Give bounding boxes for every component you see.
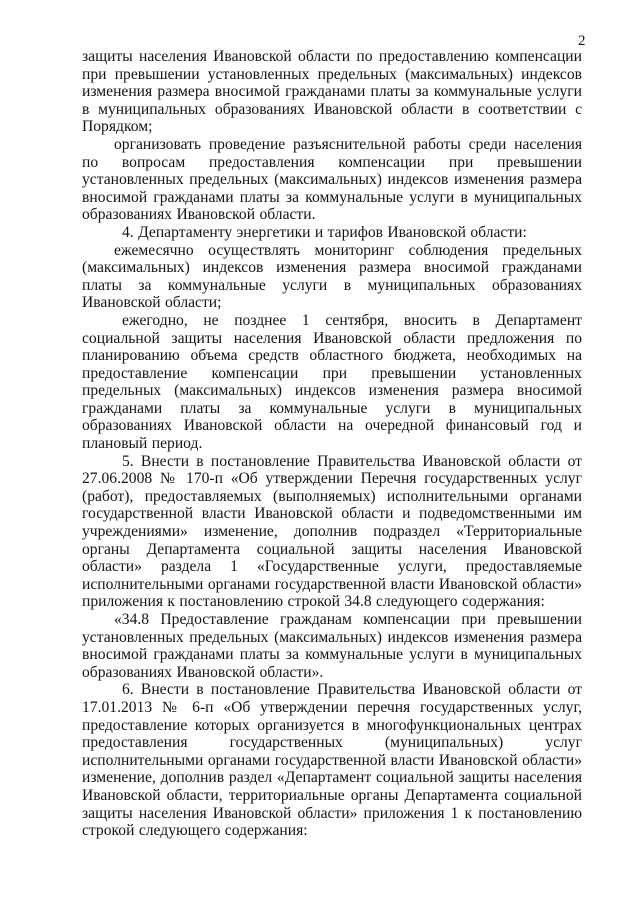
document-body [82,48,582,840]
paragraph-6: 5. Внести в постановление Правительства Ивановской области от 27.06.2008 № 170-п «Об утверждении Перечня государственных услуг (работ), предоставляемых (выполняемых) исполнительными органами государственной власти Ивановской области и подведомственными им учреждениями» изменение, дополнив подраздел «Территориальные органы Департамента социальной защиты населения Ивановской области» раздела 1 «Государственные услуги, предоставляемые исполнительными органами государственной власти Ивановской области» приложения к постановлению строкой 34.8 следующего содержания: [82,452,582,611]
paragraph-3: 4. Департаменту энергетики и тарифов Ивановской области: [122,223,527,241]
page-number: 2 [578,33,586,49]
paragraph-2: организовать проведение разъяснительной работы среди населения по вопросам предоставления компенсации при превышении установленных предельных (максимальных) индексов изменения размера вносимой гражданами платы за коммунальные услуги в муниципальных образованиях Ивановской области. [82,135,582,224]
paragraph-8: 6. Внести в постановление Правительства Ивановской области от 17.01.2013 № 6-п «Об утверждении перечня государственных услуг, предоставление которых организуется в многофункциональных центрах предоставления государственных (муниципальных) услуг исполнительными органами государственной власти Ивановской области» изменение, дополнив раздел «Департамент социальной защиты населения Ивановской области, территориальные органы Департамента социальной защиты населения Ивановской области» приложения 1 к постановлению строкой следующего содержания: [82,681,582,840]
paragraph-1: защиты населения Ивановской области по предоставлению компенсации при превышении установленных предельных (максимальных) индексов изменения размера вносимой гражданами платы за коммунальные услуги в муниципальных образованиях Ивановской области в соответствии с Порядком; [82,48,582,136]
paragraph-5: ежегодно, не позднее 1 сентября, вносить в Департамент социальной защиты населения Ивановской области предложения по планированию объема средств областного бюджета, необходимых на предоставление компенсации при превышении установленных предельных (максимальных) индексов изменения размера вносимой гражданами платы за коммунальные услуги в муниципальных образованиях Ивановской области на очередной финансовый год и плановый период. [82,311,582,453]
paragraph-4: ежемесячно осуществлять мониторинг соблюдения предельных (максимальных) индексов изменения размера вносимой гражданами платы за коммунальные услуги в муниципальных образованиях Ивановской области; [82,241,582,312]
paragraph-7: «34.8 Предоставление гражданам компенсации при превышении установленных предельных (максимальных) индексов изменения размера вносимой гражданами платы за коммунальные услуги в муниципальных образованиях Ивановской области». [82,611,582,681]
